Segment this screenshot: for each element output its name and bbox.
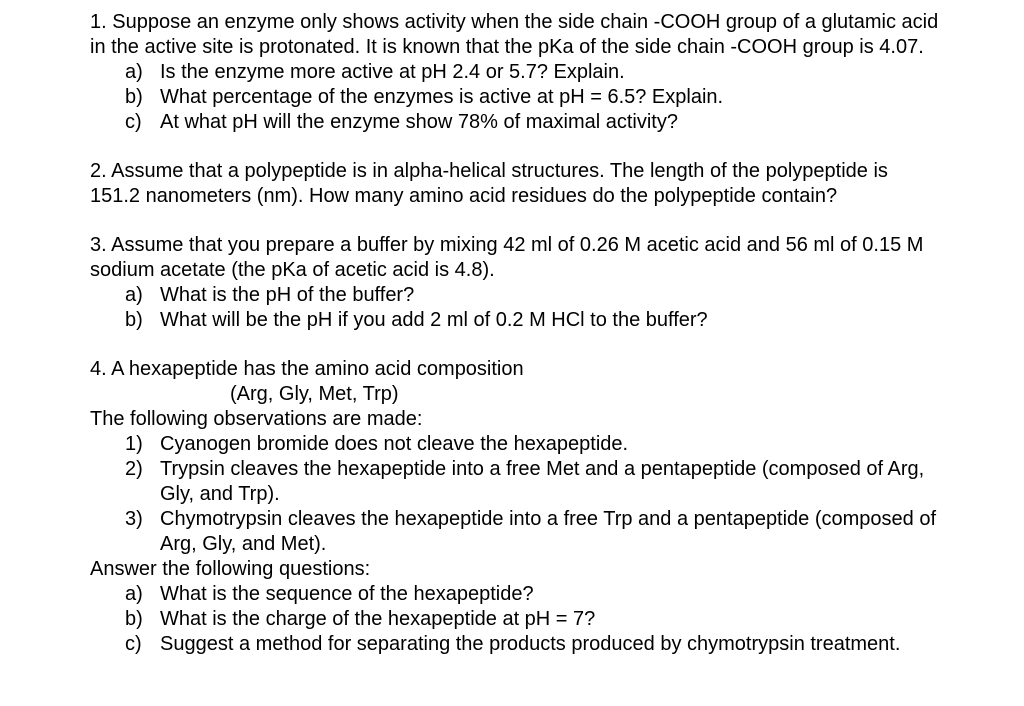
part-marker: a) [125,583,143,605]
part-text: What percentage of the enzymes is active at pH = 6.5? Explain. [160,86,724,108]
question-3 [90,233,1010,333]
question-4 [90,357,1010,657]
observation-3 [90,507,1010,557]
question-1 [90,10,1010,135]
question-4-line-1: 4. A hexapeptide has the amino acid composition [90,358,524,380]
answer-intro: Answer the following questions: [90,558,371,580]
part-marker: b) [125,309,143,331]
observation-text: Cyanogen bromide does not cleave the hexapeptide. [160,433,629,455]
spacer [90,135,1010,159]
spacer [90,209,1010,233]
observation-text-line-1: Trypsin cleaves the hexapeptide into a free Met and a pentapeptide (composed of Arg, [160,458,925,480]
question-2 [90,159,1010,209]
part-marker: b) [125,86,143,108]
question-1-intro-line-2: in the active site is protonated. It is known that the pKa of the side chain -COOH group is 4.07. [90,36,924,58]
observation-marker: 3) [125,508,143,530]
part-text: What is the pH of the buffer? [160,284,415,306]
question-3-line-2: sodium acetate (the pKa of acetic acid is 4.8). [90,259,495,281]
question-3-line-1: 3. Assume that you prepare a buffer by mixing 42 ml of 0.26 M acetic acid and 56 ml of 0.15 M [90,234,924,256]
question-4-part-c [90,632,1010,657]
part-marker: a) [125,61,143,83]
part-text: What is the charge of the hexapeptide at pH = 7? [160,608,596,630]
question-1-part-b [90,85,1010,110]
question-4-part-a [90,582,1010,607]
part-text: At what pH will the enzyme show 78% of maximal activity? [160,111,678,133]
part-marker: b) [125,608,143,630]
part-text: What will be the pH if you add 2 ml of 0.2 M HCl to the buffer? [160,309,708,331]
observation-text-line-2: Gly, and Trp). [160,483,280,505]
observation-text-line-1: Chymotrypsin cleaves the hexapeptide into a free Trp and a pentapeptide (composed of [160,508,937,530]
observation-1 [90,432,1010,457]
question-2-line-2: 151.2 nanometers (nm). How many amino acid residues do the polypeptide contain? [90,185,838,207]
observation-marker: 1) [125,433,143,455]
amino-acid-composition: (Arg, Gly, Met, Trp) [230,383,399,405]
question-1-intro-line-1: 1. Suppose an enzyme only shows activity when the side chain -COOH group of a glutamic acid [90,11,939,33]
observations-intro: The following observations are made: [90,408,423,430]
part-text: Suggest a method for separating the products produced by chymotrypsin treatment. [160,633,901,655]
question-3-part-b [90,308,1010,333]
spacer [90,333,1010,357]
part-marker: c) [125,633,142,655]
question-1-part-c [90,110,1010,135]
part-text: Is the enzyme more active at pH 2.4 or 5.7? Explain. [160,61,625,83]
problem-set-document [90,10,1010,657]
part-marker: c) [125,111,142,133]
observation-text-line-2: Arg, Gly, and Met). [160,533,327,555]
part-text: What is the sequence of the hexapeptide? [160,583,534,605]
question-4-part-b [90,607,1010,632]
observation-2 [90,457,1010,507]
question-1-part-a [90,60,1010,85]
observation-marker: 2) [125,458,143,480]
question-2-line-1: 2. Assume that a polypeptide is in alpha-helical structures. The length of the polypeptide is [90,160,888,182]
question-3-part-a [90,283,1010,308]
part-marker: a) [125,284,143,306]
